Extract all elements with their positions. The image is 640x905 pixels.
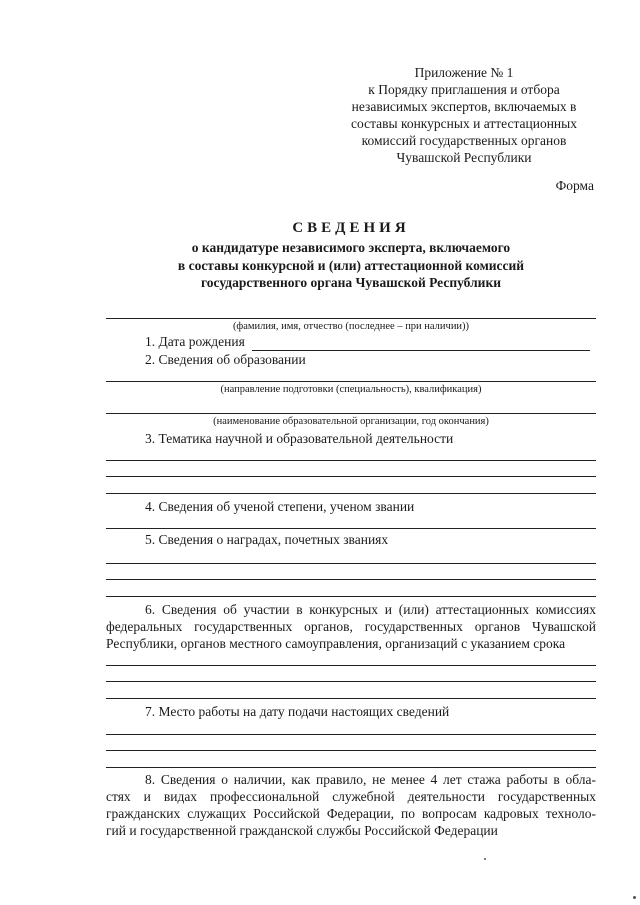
fio-caption: (фамилия, имя, отчество (последнее – при наличии)) <box>232 321 470 332</box>
institution-caption: (наименование образовательной организации, год окончания) <box>213 416 489 427</box>
research-topics-input-line[interactable] <box>106 493 596 494</box>
awards-input-line[interactable] <box>106 579 596 580</box>
paragraph-line: 6. Сведения об участии в конкурсных и (или) аттестационных комиссиях <box>145 602 596 617</box>
birth-date-label: 1. Дата рождения <box>145 334 245 349</box>
paragraph-line: федеральных государственных органов, государственных органов Чувашской <box>106 619 596 634</box>
research-topics-label: 3. Тематика научной и образовательной деятельности <box>145 431 454 446</box>
appendix-reference <box>334 64 594 166</box>
research-topics-input-line[interactable] <box>106 460 596 461</box>
experience-paragraph <box>106 771 596 839</box>
specialty-input-line[interactable] <box>106 381 596 382</box>
paragraph-line: стях и видах профессиональной служебной деятельности государственных <box>106 789 596 804</box>
scan-speck <box>633 896 636 899</box>
specialty-caption: (направление подготовки (специальность), квалификация) <box>220 384 482 395</box>
appendix-line: комиссий государственных органов <box>361 133 567 148</box>
subtitle-line: в составы конкурсной и (или) аттестационной комиссий <box>177 257 525 273</box>
work-place-input-line[interactable] <box>106 750 596 751</box>
participation-input-line[interactable] <box>106 665 596 666</box>
form-label: Форма <box>555 178 594 193</box>
scan-speck <box>484 858 486 860</box>
work-place-input-line[interactable] <box>106 734 596 735</box>
academic-degree-label: 4. Сведения об ученой степени, ученом звании <box>145 499 415 514</box>
paragraph-line: гражданских служащих Российской Федерации, по вопросам кадровых техноло- <box>106 806 596 821</box>
document-subtitle <box>106 239 596 292</box>
subtitle-line: государственного органа Чувашской Республики <box>201 275 501 290</box>
institution-input-line[interactable] <box>106 413 596 414</box>
research-topics-input-line[interactable] <box>106 476 596 477</box>
appendix-line: Приложение № 1 <box>414 65 514 80</box>
work-place-input-line[interactable] <box>106 767 596 768</box>
awards-label: 5. Сведения о наградах, почетных званиях <box>145 532 389 547</box>
work-place-label: 7. Место работы на дату подачи настоящих сведений <box>145 704 450 719</box>
appendix-line: Чувашской Республики <box>396 150 532 165</box>
appendix-line: независимых экспертов, включаемых в <box>351 99 577 114</box>
paragraph-line: Республики, органов местного самоуправления, организаций с указанием срока <box>106 636 566 651</box>
education-label: 2. Сведения об образовании <box>145 352 306 367</box>
participation-paragraph <box>106 601 596 652</box>
birth-date-input-line[interactable] <box>252 350 590 351</box>
paragraph-line: 8. Сведения о наличии, как правило, не менее 4 лет стажа работы в обла- <box>145 772 596 787</box>
participation-input-line[interactable] <box>106 681 596 682</box>
awards-input-line[interactable] <box>106 563 596 564</box>
participation-input-line[interactable] <box>106 698 596 699</box>
document-title: СВЕДЕНИЯ <box>292 220 410 236</box>
academic-degree-input-line[interactable] <box>106 528 596 529</box>
awards-input-line[interactable] <box>106 596 596 597</box>
subtitle-line: о кандидатуре независимого эксперта, включаемого <box>191 240 511 255</box>
appendix-line: к Порядку приглашения и отбора <box>368 82 560 97</box>
appendix-line: составы конкурсных и аттестационных <box>351 116 577 131</box>
paragraph-line: гий и государственной гражданской службы Российской Федерации <box>106 823 498 838</box>
fio-input-line[interactable] <box>106 318 596 319</box>
